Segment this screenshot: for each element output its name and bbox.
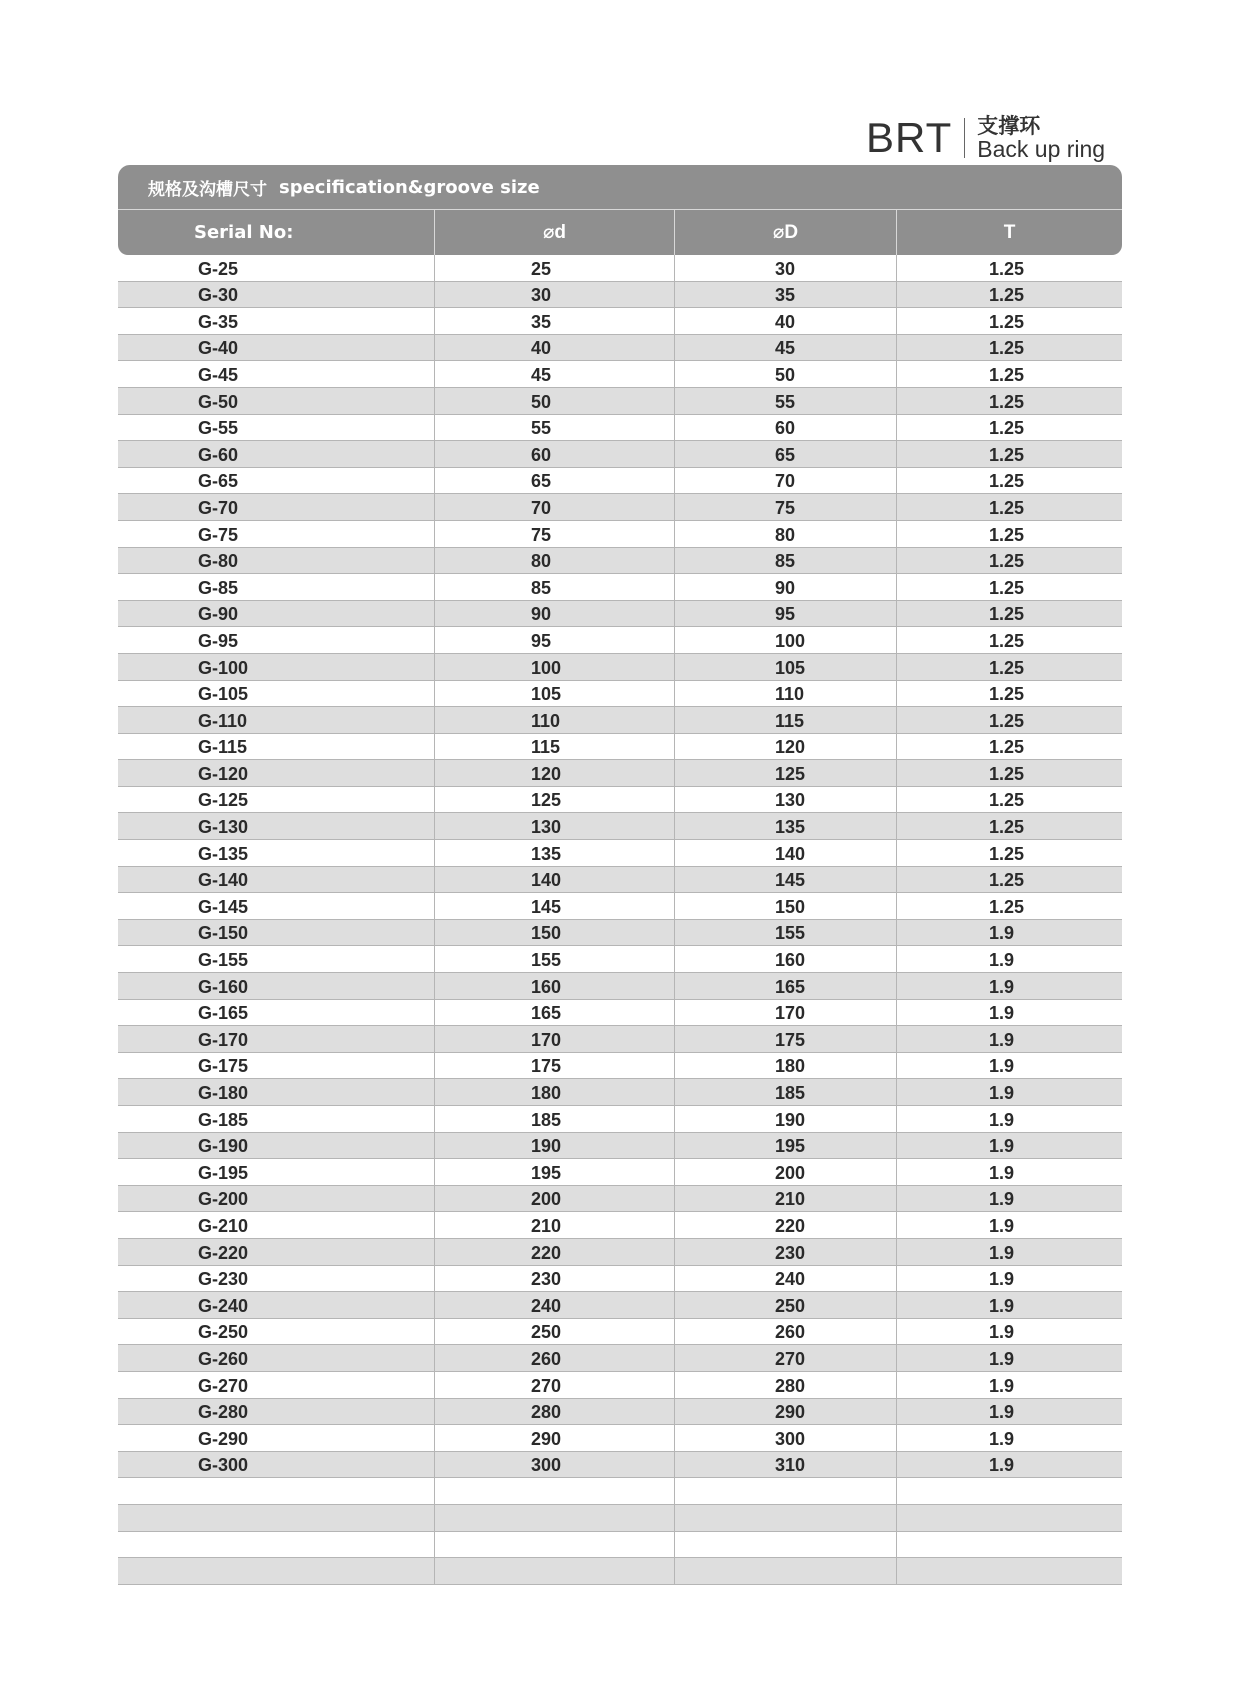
cell-thickness: 1.9 (896, 1319, 1122, 1345)
cell-serial-no: G-125 (198, 790, 249, 811)
cell-thickness: 1.9 (896, 1053, 1122, 1079)
table-row (118, 282, 1122, 309)
cell-serial-no: G-165 (198, 1003, 249, 1024)
cell-outer-diameter: 170 (674, 1000, 896, 1026)
cell-thickness: 1.25 (896, 760, 1122, 786)
cell-serial-no: G-85 (198, 577, 239, 598)
cell-thickness: 1.9 (896, 1345, 1122, 1371)
table-row (118, 494, 1122, 521)
cell-inner-diameter: 65 (434, 468, 674, 494)
table-row (118, 840, 1122, 867)
cell-outer-diameter: 220 (674, 1212, 896, 1238)
table-body (118, 255, 1122, 1585)
cell-serial-no: G-170 (198, 1029, 249, 1050)
cell-thickness: 1.9 (896, 1079, 1122, 1105)
cell-thickness: 1.25 (896, 335, 1122, 361)
cell-serial-no: G-210 (198, 1215, 249, 1236)
cell-outer-diameter: 140 (674, 840, 896, 866)
cell-inner-diameter: 30 (434, 282, 674, 308)
cell-serial-no: G-280 (198, 1402, 249, 1423)
table-row (118, 1399, 1122, 1426)
cell-thickness: 1.25 (896, 548, 1122, 574)
cell-inner-diameter: 50 (434, 388, 674, 414)
cell-thickness: 1.9 (896, 1212, 1122, 1238)
cell-inner-diameter: 100 (434, 654, 674, 680)
cell-outer-diameter (674, 1532, 896, 1558)
cell-serial-no: G-50 (198, 391, 239, 412)
cell-outer-diameter (674, 1478, 896, 1504)
table-row (118, 654, 1122, 681)
cell-inner-diameter: 280 (434, 1399, 674, 1425)
cell-outer-diameter: 120 (674, 734, 896, 760)
table-row (118, 441, 1122, 468)
cell-serial-no: G-145 (198, 896, 249, 917)
cell-inner-diameter: 170 (434, 1026, 674, 1052)
cell-outer-diameter: 145 (674, 867, 896, 893)
cell-thickness: 1.25 (896, 601, 1122, 627)
cell-serial-no: G-45 (198, 364, 239, 385)
table-row (118, 1532, 1122, 1559)
cell-inner-diameter: 260 (434, 1345, 674, 1371)
cell-outer-diameter: 280 (674, 1372, 896, 1398)
cell-inner-diameter: 270 (434, 1372, 674, 1398)
cell-serial-no: G-220 (198, 1242, 249, 1263)
cell-thickness: 1.9 (896, 1186, 1122, 1212)
cell-outer-diameter: 230 (674, 1239, 896, 1265)
cell-outer-diameter: 45 (674, 335, 896, 361)
table-row (118, 255, 1122, 282)
cell-outer-diameter: 150 (674, 893, 896, 919)
cell-inner-diameter: 180 (434, 1079, 674, 1105)
cell-thickness (896, 1478, 1122, 1504)
cell-serial-no: G-55 (198, 418, 239, 439)
cell-thickness: 1.25 (896, 388, 1122, 414)
cell-thickness: 1.25 (896, 468, 1122, 494)
cell-outer-diameter (674, 1558, 896, 1584)
table-row (118, 734, 1122, 761)
cell-outer-diameter: 105 (674, 654, 896, 680)
cell-serial-no: G-200 (198, 1189, 249, 1210)
cell-inner-diameter: 220 (434, 1239, 674, 1265)
cell-serial-no: G-100 (198, 657, 249, 678)
cell-thickness: 1.9 (896, 1425, 1122, 1451)
table-row (118, 1558, 1122, 1585)
cell-outer-diameter (674, 1505, 896, 1531)
brand-name-en: Back up ring (977, 135, 1106, 162)
cell-serial-no: G-80 (198, 551, 239, 572)
cell-inner-diameter: 110 (434, 707, 674, 733)
cell-thickness (896, 1532, 1122, 1558)
cell-outer-diameter: 300 (674, 1425, 896, 1451)
table-row (118, 1319, 1122, 1346)
table-row (118, 601, 1122, 628)
cell-inner-diameter (434, 1505, 674, 1531)
cell-outer-diameter: 80 (674, 521, 896, 547)
header-thickness: T (896, 210, 1122, 255)
cell-serial-no: G-60 (198, 444, 239, 465)
cell-outer-diameter: 185 (674, 1079, 896, 1105)
cell-outer-diameter: 165 (674, 973, 896, 999)
cell-serial-no (118, 1532, 434, 1558)
cell-outer-diameter: 70 (674, 468, 896, 494)
cell-thickness: 1.9 (896, 946, 1122, 972)
table-row (118, 1239, 1122, 1266)
cell-serial-no: G-175 (198, 1056, 249, 1077)
cell-serial-no: G-190 (198, 1136, 249, 1157)
spec-table (118, 165, 1122, 1585)
cell-thickness: 1.9 (896, 1159, 1122, 1185)
cell-thickness: 1.9 (896, 1399, 1122, 1425)
cell-inner-diameter: 190 (434, 1133, 674, 1159)
table-title-en: specification&groove size (279, 176, 540, 198)
cell-thickness: 1.9 (896, 973, 1122, 999)
cell-serial-no: G-95 (198, 630, 239, 651)
cell-outer-diameter: 40 (674, 308, 896, 334)
cell-outer-diameter: 85 (674, 548, 896, 574)
cell-thickness: 1.25 (896, 707, 1122, 733)
cell-outer-diameter: 260 (674, 1319, 896, 1345)
cell-serial-no: G-35 (198, 311, 239, 332)
cell-serial-no: G-140 (198, 870, 249, 891)
table-row (118, 867, 1122, 894)
cell-thickness: 1.25 (896, 654, 1122, 680)
cell-inner-diameter: 145 (434, 893, 674, 919)
cell-thickness: 1.25 (896, 867, 1122, 893)
cell-serial-no: G-110 (198, 710, 248, 731)
table-row (118, 1292, 1122, 1319)
cell-inner-diameter: 125 (434, 787, 674, 813)
table-row (118, 1452, 1122, 1479)
cell-thickness: 1.25 (896, 840, 1122, 866)
table-row (118, 1372, 1122, 1399)
cell-inner-diameter: 175 (434, 1053, 674, 1079)
table-row (118, 920, 1122, 947)
table-row (118, 1053, 1122, 1080)
cell-inner-diameter (434, 1478, 674, 1504)
cell-outer-diameter: 60 (674, 415, 896, 441)
header-serial-no: Serial No: (194, 222, 294, 243)
cell-serial-no: G-75 (198, 524, 239, 545)
header-inner-diameter: ⌀d (434, 210, 674, 255)
cell-serial-no: G-90 (198, 604, 239, 625)
cell-thickness: 1.25 (896, 681, 1122, 707)
table-title-cn: 规格及沟槽尺寸 (148, 179, 267, 200)
cell-inner-diameter: 230 (434, 1266, 674, 1292)
cell-serial-no: G-25 (198, 258, 239, 279)
cell-thickness: 1.9 (896, 1133, 1122, 1159)
cell-serial-no: G-195 (198, 1162, 249, 1183)
cell-thickness: 1.9 (896, 1000, 1122, 1026)
cell-thickness: 1.25 (896, 813, 1122, 839)
table-row (118, 1026, 1122, 1053)
cell-serial-no: G-260 (198, 1348, 249, 1369)
table-title-bar (118, 165, 1122, 209)
cell-inner-diameter: 250 (434, 1319, 674, 1345)
cell-thickness: 1.25 (896, 521, 1122, 547)
table-row (118, 1079, 1122, 1106)
cell-serial-no: G-120 (198, 763, 249, 784)
cell-serial-no: G-270 (198, 1375, 249, 1396)
cell-inner-diameter: 40 (434, 335, 674, 361)
cell-inner-diameter: 120 (434, 760, 674, 786)
cell-outer-diameter: 155 (674, 920, 896, 946)
cell-thickness: 1.25 (896, 787, 1122, 813)
cell-outer-diameter: 250 (674, 1292, 896, 1318)
cell-thickness: 1.25 (896, 574, 1122, 600)
cell-outer-diameter: 95 (674, 601, 896, 627)
cell-thickness: 1.25 (896, 415, 1122, 441)
cell-outer-diameter: 75 (674, 494, 896, 520)
cell-outer-diameter: 160 (674, 946, 896, 972)
cell-thickness: 1.25 (896, 494, 1122, 520)
table-row (118, 893, 1122, 920)
table-row (118, 1266, 1122, 1293)
cell-serial-no: G-65 (198, 471, 239, 492)
cell-inner-diameter: 60 (434, 441, 674, 467)
cell-serial-no: G-105 (198, 684, 249, 705)
cell-inner-diameter: 35 (434, 308, 674, 334)
table-row (118, 760, 1122, 787)
cell-inner-diameter: 45 (434, 361, 674, 387)
cell-inner-diameter: 25 (434, 255, 674, 281)
cell-inner-diameter: 165 (434, 1000, 674, 1026)
cell-outer-diameter: 200 (674, 1159, 896, 1185)
table-row (118, 1425, 1122, 1452)
cell-outer-diameter: 175 (674, 1026, 896, 1052)
table-row (118, 415, 1122, 442)
cell-inner-diameter: 80 (434, 548, 674, 574)
cell-outer-diameter: 90 (674, 574, 896, 600)
cell-inner-diameter: 185 (434, 1106, 674, 1132)
cell-outer-diameter: 240 (674, 1266, 896, 1292)
table-row (118, 335, 1122, 362)
cell-inner-diameter: 105 (434, 681, 674, 707)
cell-inner-diameter: 130 (434, 813, 674, 839)
cell-outer-diameter: 130 (674, 787, 896, 813)
cell-serial-no: G-150 (198, 923, 249, 944)
cell-inner-diameter: 85 (434, 574, 674, 600)
cell-outer-diameter: 310 (674, 1452, 896, 1478)
cell-inner-diameter: 150 (434, 920, 674, 946)
cell-outer-diameter: 115 (674, 707, 896, 733)
brand-header (866, 113, 1105, 163)
cell-inner-diameter: 240 (434, 1292, 674, 1318)
cell-thickness: 1.9 (896, 1292, 1122, 1318)
table-row (118, 361, 1122, 388)
table-row (118, 1000, 1122, 1027)
cell-serial-no (118, 1505, 434, 1531)
table-row (118, 1345, 1122, 1372)
cell-outer-diameter: 50 (674, 361, 896, 387)
cell-serial-no: G-300 (198, 1455, 249, 1476)
cell-outer-diameter: 35 (674, 282, 896, 308)
table-row (118, 1212, 1122, 1239)
cell-inner-diameter: 95 (434, 627, 674, 653)
cell-inner-diameter: 135 (434, 840, 674, 866)
cell-outer-diameter: 270 (674, 1345, 896, 1371)
cell-outer-diameter: 55 (674, 388, 896, 414)
cell-outer-diameter: 195 (674, 1133, 896, 1159)
cell-outer-diameter: 110 (674, 681, 896, 707)
cell-thickness: 1.25 (896, 441, 1122, 467)
cell-thickness: 1.25 (896, 308, 1122, 334)
table-row (118, 973, 1122, 1000)
table-row (118, 548, 1122, 575)
cell-inner-diameter: 160 (434, 973, 674, 999)
table-row (118, 521, 1122, 548)
table-row (118, 1133, 1122, 1160)
cell-inner-diameter: 115 (434, 734, 674, 760)
cell-inner-diameter: 290 (434, 1425, 674, 1451)
cell-serial-no: G-160 (198, 976, 249, 997)
cell-inner-diameter: 210 (434, 1212, 674, 1238)
cell-inner-diameter: 140 (434, 867, 674, 893)
table-row (118, 627, 1122, 654)
table-row (118, 681, 1122, 708)
cell-serial-no: G-40 (198, 338, 239, 359)
table-row (118, 813, 1122, 840)
table-row (118, 946, 1122, 973)
cell-serial-no (118, 1558, 434, 1584)
cell-serial-no (118, 1478, 434, 1504)
cell-thickness: 1.9 (896, 1452, 1122, 1478)
table-row (118, 1478, 1122, 1505)
cell-thickness: 1.25 (896, 282, 1122, 308)
header-outer-diameter: ⌀D (674, 210, 896, 255)
table-row (118, 308, 1122, 335)
cell-inner-diameter: 200 (434, 1186, 674, 1212)
cell-thickness: 1.25 (896, 734, 1122, 760)
table-row (118, 787, 1122, 814)
cell-serial-no: G-250 (198, 1322, 249, 1343)
cell-outer-diameter: 135 (674, 813, 896, 839)
table-row (118, 707, 1122, 734)
table-row (118, 1106, 1122, 1133)
cell-outer-diameter: 30 (674, 255, 896, 281)
cell-serial-no: G-155 (198, 950, 249, 971)
cell-thickness (896, 1505, 1122, 1531)
cell-thickness: 1.9 (896, 1026, 1122, 1052)
cell-inner-diameter (434, 1558, 674, 1584)
cell-inner-diameter: 55 (434, 415, 674, 441)
cell-outer-diameter: 65 (674, 441, 896, 467)
cell-thickness: 1.25 (896, 255, 1122, 281)
cell-serial-no: G-130 (198, 817, 249, 838)
cell-thickness: 1.9 (896, 920, 1122, 946)
cell-inner-diameter: 75 (434, 521, 674, 547)
table-row (118, 1186, 1122, 1213)
cell-outer-diameter: 180 (674, 1053, 896, 1079)
table-row (118, 388, 1122, 415)
table-row (118, 1505, 1122, 1532)
brand-name-cn: 支撑环 (977, 113, 1041, 138)
cell-outer-diameter: 290 (674, 1399, 896, 1425)
cell-serial-no: G-135 (198, 843, 249, 864)
table-row (118, 1159, 1122, 1186)
cell-inner-diameter: 70 (434, 494, 674, 520)
cell-outer-diameter: 100 (674, 627, 896, 653)
cell-outer-diameter: 210 (674, 1186, 896, 1212)
cell-inner-diameter: 155 (434, 946, 674, 972)
brand-code: BRT (866, 114, 953, 161)
cell-thickness: 1.25 (896, 893, 1122, 919)
table-row (118, 574, 1122, 601)
table-row (118, 468, 1122, 495)
cell-thickness: 1.9 (896, 1106, 1122, 1132)
cell-inner-diameter: 195 (434, 1159, 674, 1185)
table-header-row (118, 209, 1122, 255)
cell-serial-no: G-70 (198, 497, 239, 518)
cell-serial-no: G-240 (198, 1295, 249, 1316)
cell-serial-no: G-290 (198, 1428, 249, 1449)
cell-serial-no: G-185 (198, 1109, 249, 1130)
cell-thickness: 1.9 (896, 1372, 1122, 1398)
cell-outer-diameter: 125 (674, 760, 896, 786)
cell-thickness: 1.9 (896, 1239, 1122, 1265)
cell-serial-no: G-180 (198, 1083, 249, 1103)
cell-thickness: 1.25 (896, 627, 1122, 653)
cell-inner-diameter (434, 1532, 674, 1558)
cell-serial-no: G-230 (198, 1269, 249, 1290)
cell-thickness (896, 1558, 1122, 1584)
brand-divider (964, 118, 965, 158)
cell-inner-diameter: 300 (434, 1452, 674, 1478)
brand-text (977, 115, 1105, 161)
cell-inner-diameter: 90 (434, 601, 674, 627)
cell-thickness: 1.25 (896, 361, 1122, 387)
cell-outer-diameter: 190 (674, 1106, 896, 1132)
cell-serial-no: G-115 (198, 737, 248, 758)
cell-thickness: 1.9 (896, 1266, 1122, 1292)
cell-serial-no: G-30 (198, 285, 239, 306)
